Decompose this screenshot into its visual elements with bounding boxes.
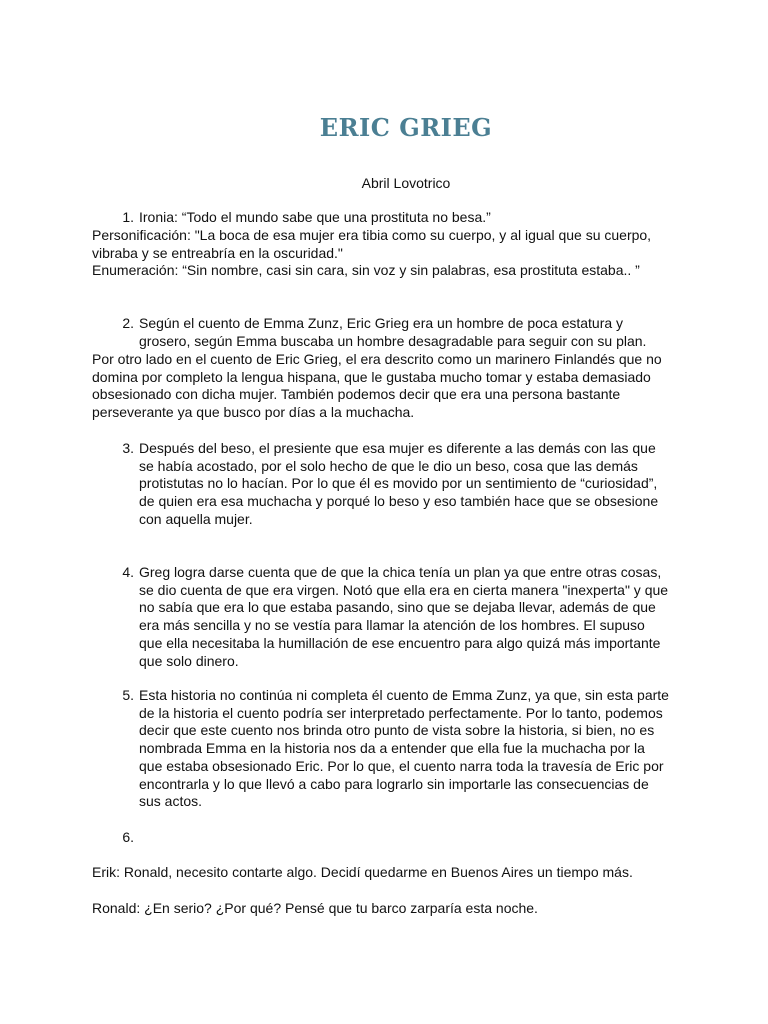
list-item-5 [92,687,682,811]
list-item-text: Esta historia no continúa ni completa él cuento de Emma Zunz, ya que, sin esta parte de la historia el cuento podría ser interpretado perfectamente. Por lo tanto, podemos decir que este cuento nos brinda otro punto de vista sobre la historia, si bien, no es nombrada Emma en la historia nos da a entender que ella fue la muchacha por la que estaba obsesionado Eric. Por lo que, el cuento narra toda la travesía de Eric por encontrarla y lo que llevó a cabo para lograrlo sin importarle las consecuencias de sus actos. [139,687,669,810]
list-item-text: Ironia: “Todo el mundo sabe que una prostituta no besa.” [139,209,491,225]
list-item-3 [92,440,682,529]
document-author: Abril Lovotrico [361,175,451,191]
list-item-4 [92,564,682,670]
dialogue-text: Erik: Ronald, necesito contarte algo. Decidí quedarme en Buenos Aires un tiempo más. [92,864,633,880]
list-item-number: 6. [122,829,134,845]
figures-of-speech [92,227,682,280]
personification-paragraph: Personificación: "La boca de esa mujer era tibia como su cuerpo, y al igual que su cuerpo, vibraba y se entreabría en la oscuridad." [92,227,652,261]
list-item-number: 5. [122,687,134,703]
list-item-1 [92,209,682,227]
list-item-number: 3. [122,440,134,456]
list-item-text: Según el cuento de Emma Zunz, Eric Grieg era un hombre de poca estatura y grosero, según Emma buscaba un hombre desagradable para seguir con su plan. [139,315,647,349]
list-item-number: 1. [122,209,134,225]
list-item-text: Después del beso, el presiente que esa mujer es diferente a las demás con las que se había acostado, por el solo hecho de que le dio un beso, cosa que las demás protistutas no lo hacían. Por lo que él es movido por un sentimiento de “curiosidad”, de quien era esa muchacha y porqué lo beso y eso también hace que se obsesione con aquella mujer. [139,440,659,527]
paragraph-text: Por otro lado en el cuento de Eric Grieg, el era descrito como un marinero Finlandés que no domina por completo la lengua hispana, que le gustaba mucho tomar y estaba demasiado obsesionado con dicha mujer. También podemos decir que era una persona bastante perseverante ya que busco por días a la muchacha. [92,351,662,421]
eric-description-paragraph [92,351,682,422]
list-item-2 [92,315,682,350]
dialogue-line-erik [92,864,682,882]
document-title: ERIC GRIEG [319,113,493,142]
list-item-text: Greg logra darse cuenta que de que la chica tenía un plan ya que entre otras cosas, se dio cuenta de que era virgen. Notó que ella era en cierta manera "inexperta" y que no sabía que era lo que estaba pasando, sino que se dejaba llevar, además de que era más sencilla y no se vestía para llamar la atención de los hombres. El supuso que ella necesitaba la humillación de ese encuentro para algo quizá más importante que solo dinero. [139,564,669,669]
enumeration-paragraph: Enumeración: “Sin nombre, casi sin cara, sin voz y sin palabras, esa prostituta estaba.. ” [92,262,640,279]
list-item-number: 4. [122,564,134,580]
list-item-number: 2. [122,315,134,331]
dialogue-text: Ronald: ¿En serio? ¿Por qué? Pensé que tu barco zarparía esta noche. [92,900,538,916]
dialogue-line-ronald [92,900,682,918]
